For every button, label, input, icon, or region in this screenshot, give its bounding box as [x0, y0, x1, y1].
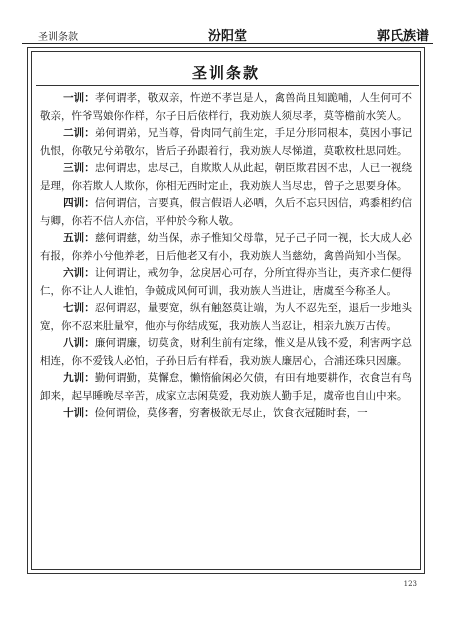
- instruction-item: [40, 195, 412, 230]
- instruction-text: 忍何谓忍，量要宽，纵有触怒莫让端，为人不忍先至，退后一步地头宽，你不忍来肚量窄，他亦与你结成冤，我劝族人当忍让，相亲九族万古传。: [40, 302, 413, 332]
- instruction-item: [40, 125, 412, 160]
- instruction-number: 八训：: [63, 337, 95, 349]
- instruction-number: 四训：: [63, 197, 95, 209]
- instruction-list: [40, 90, 412, 423]
- instruction-number: 一训：: [63, 92, 95, 104]
- instruction-text: 孝何谓孝，敬双亲，忤逆不孝岂是人，禽兽尚且知跪哺，人生何可不敬亲，忤爷骂娘你作样，尔子日后依样行，我劝族人须尽孝，莫等檐前水笑人。: [40, 92, 413, 122]
- instruction-item: [40, 160, 412, 195]
- header-divider: [22, 43, 433, 44]
- instruction-number: 十训：: [63, 407, 95, 419]
- header-hall-name: 汾阳堂: [207, 29, 247, 44]
- instruction-item: [40, 370, 412, 405]
- instruction-item: [40, 335, 412, 370]
- instruction-number: 二训：: [63, 127, 95, 139]
- instruction-item: [40, 265, 412, 300]
- instruction-number: 六训：: [63, 267, 95, 279]
- header-section-title: 圣训条款: [38, 32, 78, 43]
- instruction-item: [40, 230, 412, 265]
- instruction-item: [40, 300, 412, 335]
- instruction-number: 七训：: [63, 302, 95, 314]
- instruction-text: 让何谓让，戒勿争，忿戾居心可存，分所宜得亦当让，夷齐求仁便得仁，你不让人人谁怕，争兢成风何可训，我劝族人当进让，唐虞至今称圣人。: [40, 267, 413, 297]
- instruction-text: 忠何谓忠，忠尽己，自欺欺人从此起，朝臣欺君因不忠，人已一视绕是理，你若欺人人欺你，你相无西时定止，我劝族人当尽忠，曾子之思要身体。: [40, 162, 413, 192]
- instruction-text: 廉何谓廉，切莫贪，财利生前有定缘，惟义是从钱不爱，利害两字总相连，你不爱钱人必怕，子孙日后有样看，我劝族人廉居心，合浦还珠只因廉。: [40, 337, 413, 367]
- instruction-item: [40, 90, 412, 125]
- title-divider: [36, 85, 419, 86]
- instruction-text: 勤何谓勤，莫懈怠，懒惰偷闲必欠债，有田有地要耕作，衣食岂有鸟卸来，起早睡晚尽辛苦，成家立志闲莫爱，我劝族人勤手足，虞帝也自山中来。: [40, 372, 413, 402]
- instruction-number: 五训：: [63, 232, 95, 244]
- page-title: 圣训条款: [191, 64, 260, 82]
- instruction-text: 慈何谓慈，幼当保，赤子惟知父母靠，兄子己子同一视，长大成人必有报，你养小兮他养老，日后他老又有小，我劝族人当慈幼，禽兽尚知小当保。: [40, 232, 413, 262]
- instruction-number: 三训：: [63, 162, 95, 174]
- instruction-item: [40, 405, 412, 423]
- instruction-text: 弟何谓弟，兄当尊，骨肉同气前生定，手足分形同根本，莫因小事记仇恨，你敬兄兮弟敬尔，皆后子孙跟着行，我劝族人尽悌道，莫歌枚杜思同姓。: [40, 127, 413, 157]
- instruction-text: 俭何谓俭，莫侈奢，穷奢极欲无尽止，饮食衣冠随时套，一: [94, 407, 368, 419]
- header-book-title: 郭氏族谱: [376, 29, 429, 44]
- instruction-number: 九训：: [63, 372, 95, 384]
- page-number: 123: [403, 580, 417, 588]
- instruction-text: 信何谓信，言要真，假言假语人必哂，久后不忘只因信，鸡黍相约信与卿，你若不信人亦信，平仲於今称人敬。: [40, 197, 413, 227]
